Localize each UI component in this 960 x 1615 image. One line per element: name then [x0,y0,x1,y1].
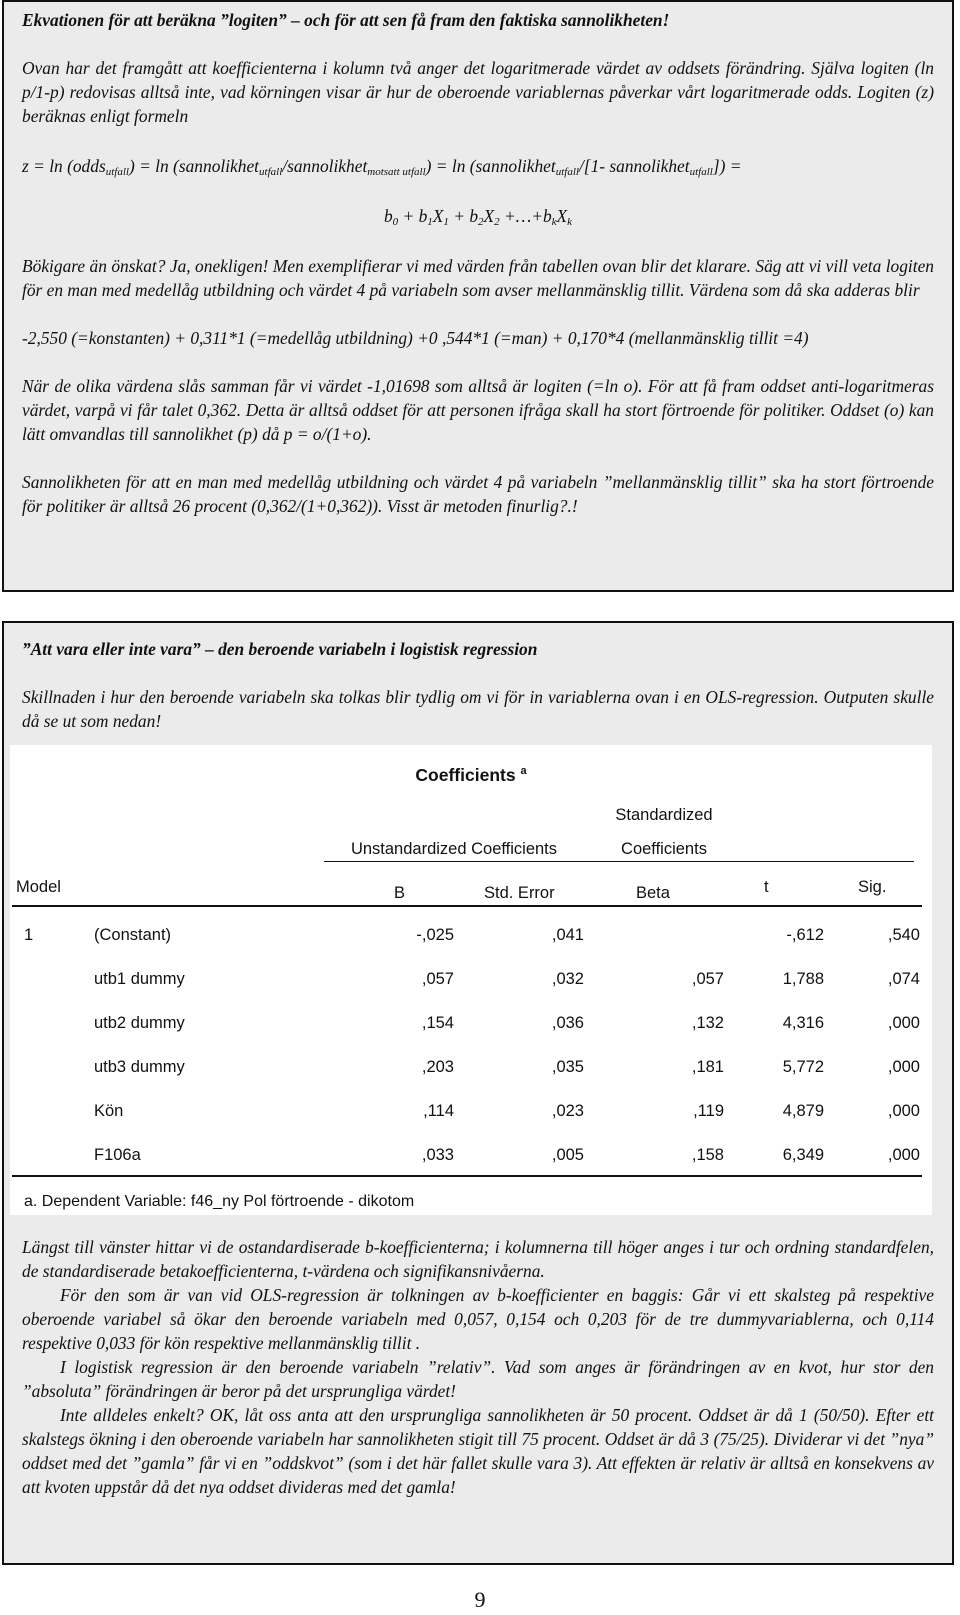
table-cell-se: ,023 [551,1102,584,1120]
table-bottom-rule [12,1175,922,1177]
model-number: 1 [24,926,34,944]
table-cell-b: -,025 [416,926,454,944]
dependent-variable-box [2,621,954,1565]
page-number: 9 [474,1587,486,1612]
table-cell-b: ,154 [421,1014,454,1032]
table-cell-sig: ,000 [887,1014,920,1032]
sum-paragraph: -2,550 (=konstanten) + 0,311*1 (=medellåg utbildning) +0 ,544*1 (=man) + 0,170*4 (mellanmänsklig tillit =4) [22,328,809,348]
table-cell-beta: ,119 [693,1102,724,1120]
table-cell-t: 5,772 [782,1058,824,1076]
table-cell-name: utb1 dummy [94,970,185,988]
section2-intro: Skillnaden i hur den beroende variabeln ska tolkas blir tydlig om vi för in variablerna ovan i en OLS-regression. Outputen skulle då se ut som nedan! [22,687,934,731]
table-cell-b: ,033 [421,1146,454,1164]
odds-ratio-example: Inte alldeles enkelt? OK, låt oss anta att den ursprungliga sannolikheten är 50 procent. Oddset är då 1 (50/50). Efter ett skalstegs ökning i den oberoende variabeln har sannolikheten stigit till 75 procent. Oddset är då 3 (75/25). Dividerar vi det ”nya” oddset med det ”gamla” får vi en ”oddskvot” (som i det här fallet skulle vara 3). Att effekten är relativ är alltså en konsekvens av att kvoten uppstår då det nya oddset divideras med det gamla! [22,1405,934,1497]
header-std-error: Std. Error [484,884,555,902]
table-cell-se: ,041 [551,926,584,944]
header-t: t [764,878,769,896]
table-cell-sig: ,000 [887,1058,920,1076]
coefficients-table [10,745,932,1215]
header-standardized-1: Standardized [615,806,713,824]
table-cell-t: 4,879 [782,1102,824,1120]
logistic-relative: I logistisk regression är den beroende variabeln ”relativ”. Vad som anges är förändringen av en kvot, hur stor den ”absoluta” förändringen är beror på det ursprungliga värdet! [22,1357,934,1401]
header-b: B [394,884,406,902]
table-cell-beta: ,132 [691,1014,724,1032]
table-cell-b: ,057 [421,970,454,988]
table-title: Coefficients $^a$ [415,764,527,785]
header-model: Model [16,878,61,896]
probability-paragraph: Sannolikheten för att en man med medellåg utbildning och värdet 4 på variabeln ”mellanmänsklig tillit” ska ha stort förtroende för politiker är alltså 26 procent (0,362/(1+0,362)). Visst är metoden finurlig?.! [22,472,934,516]
table-cell-se: ,005 [551,1146,584,1164]
table-cell-b: ,203 [421,1058,454,1076]
logit-formula: z = ln (odds$_{utfall}$) = ln (sannolikhet$_{utfall}$/sannolikhet$_{motsatt utfall}$) = ln (sannolikhet$_{utfall}$/[1- sannolikhet$_{utfall}$]) = [22,156,742,178]
odds-paragraph: När de olika värdena slås samman får vi värdet -1,01698 som alltså är logiten (=ln o). För att få fram oddset anti-logaritmeras värdet, varpå vi får talet 0,362. Detta är alltså oddset för att personen ifråga skall ha stort förtroende för politiker. Oddset (o) kan lätt omvandlas till sannolikhet (p) då p = o/(1+o). [22,376,934,444]
table-cell-name: F106a [94,1146,141,1164]
table-cell-se: ,032 [551,970,584,988]
equation-box [2,0,954,592]
table-cell-name: utb3 dummy [94,1058,185,1076]
table-cell-b: ,114 [423,1102,454,1120]
table-footnote: a. Dependent Variable: f46_ny Pol förtroende - dikotom [24,1193,415,1210]
table-cell-beta: ,057 [691,970,724,988]
ols-interpretation: För den som är van vid OLS-regression är tolkningen av b-koefficienter en baggis: Går vi ett skalsteg på respektive oberoende variabel så ökar den beroende variabeln med 0,057, 0,154 och 0,203 för de tre dummyvariablerna, och 0,114 respektive 0,033 för kön respektive mellanmänsklig tillit . [22,1285,934,1353]
columns-explanation: Längst till vänster hittar vi de ostandardiserade b-koefficienterna; i kolumnerna till höger anges i tur och ordning standardfelen, de standardiserade betakoefficienterna, t-värdena och signifikansnivåerna. [22,1237,934,1281]
section2-heading: ”Att vara eller inte vara” – den beroende variabeln i logistisk regression [22,639,538,659]
equation-heading: Ekvationen för att beräkna ”logiten” – och för att sen få fram den faktiska sannolikheten! [22,10,670,30]
table-cell-t: 1,788 [782,970,824,988]
header-standardized-2: Coefficients [621,840,707,858]
example-paragraph: Bökigare än önskat? Ja, onekligen! Men exemplifierar vi med värden från tabellen ovan blir det klarare. Säg att vi vill veta logiten för en man med medellåg utbildning och värdet 4 på variabeln som avser mellanmänsklig tillit. Värdena som då ska adderas blir [22,256,934,300]
table-cell-se: ,035 [551,1058,584,1076]
header-rule [324,861,914,862]
table-cell-beta: ,158 [691,1146,724,1164]
table-cell-name: utb2 dummy [94,1014,185,1032]
header-unstandardized: Unstandardized Coefficients [350,840,558,858]
table-cell-beta: ,181 [691,1058,724,1076]
table-cell-sig: ,074 [887,970,920,988]
table-cell-sig: ,000 [887,1146,920,1164]
header-beta: Beta [636,884,670,902]
equation-intro-paragraph: Ovan har det framgått att koefficienterna i kolumn två anger det logaritmerade värdet av oddsets förändring. Själva logiten (ln p/1-p) redovisas alltså inte, vad körningen visar är hur de oberoende variablernas påverkar vårt logaritmerade odds. Logiten (z) beräknas enligt formeln [22,58,934,126]
linear-predictor-formula: $b_0 + b_1X_1 + b_2X_2$ $+\dots+b_kX_k$ [383,206,573,228]
table-cell-t: 6,349 [782,1146,824,1164]
table-cell-se: ,036 [551,1014,584,1032]
table-cell-sig: ,000 [887,1102,920,1120]
table-cell-t: 4,316 [782,1014,824,1032]
header-bottom-rule [12,905,922,907]
table-cell-name: Kön [94,1102,124,1120]
header-sig: Sig. [858,878,887,896]
table-cell-name: (Constant) [94,926,172,944]
table-cell-t: -,612 [786,926,824,944]
table-cell-sig: ,540 [887,926,920,944]
